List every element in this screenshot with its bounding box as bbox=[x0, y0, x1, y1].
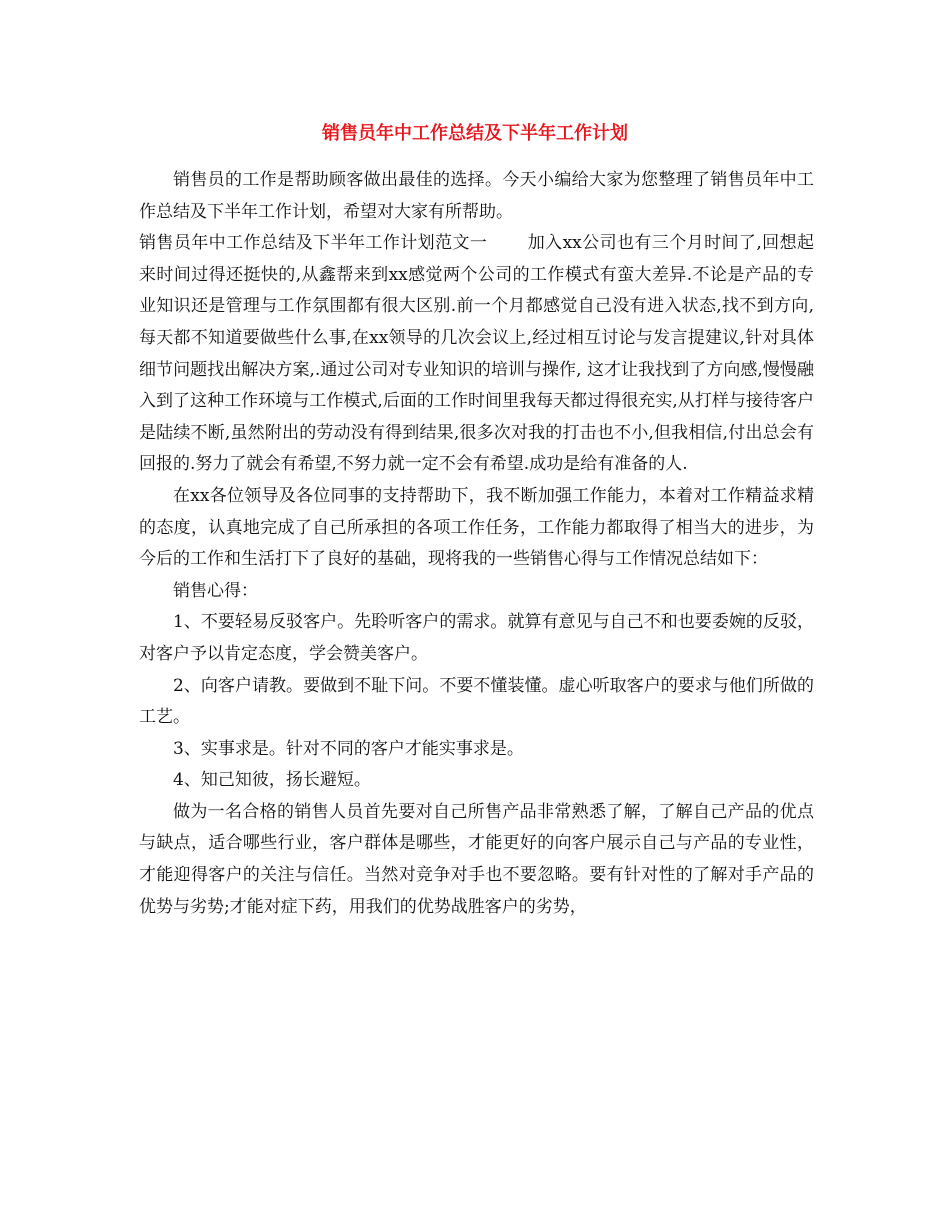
sample-heading: 销售员年中工作总结及下半年工作计划范文一 bbox=[139, 233, 488, 254]
paragraph-intro: 销售员的工作是帮助顾客做出最佳的选择。今天小编给大家为您整理了销售员年中工作总结及下半年工作计划，希望对大家有所帮助。 bbox=[139, 170, 814, 222]
document-body bbox=[139, 165, 814, 923]
paragraph-sample-one bbox=[139, 228, 814, 481]
document-title: 销售员年中工作总结及下半年工作计划 bbox=[322, 123, 628, 144]
paragraph-tip-1: 1、不要轻易反驳客户。先聆听客户的需求。就算有意见与自己不和也要委婉的反驳，对客户予以肯定态度，学会赞美客户。 bbox=[139, 612, 814, 664]
paragraph-support: 在xx各位领导及各位同事的支持帮助下，我不断加强工作能力，本着对工作精益求精的态度，认真地完成了自己所承担的各项工作任务，工作能力都取得了相当大的进步，为今后的工作和生活打下了良好的基础，现将我的一些销售心得与工作情况总结如下： bbox=[139, 485, 814, 570]
paragraph-tip-3: 3、实事求是。针对不同的客户才能实事求是。 bbox=[173, 738, 524, 759]
sample-body: 加入xx公司也有三个月时间了,回想起来时间过得还挺快的,从鑫帮来到xx感觉两个公司的工作模式有蛮大差异.不论是产品的专业知识还是管理与工作氛围都有很大区别.前一个月都感觉自己没有进入状态,找不到方向,每天都不知道要做些什么事,在xx领导的几次会议上,经过相互讨论与发言提建议,针对具体细节问题找出解决方案,.通过公司对专业知识的培训与操作, 这才让我找到了方向感,慢慢融入到了这种工作环境与工作模式,后面的工作时间里我每天都过得很充实,从打样与接待客户是陆续不断,虽然附出的劳动没有得到结果,很多次对我的打击也不小,但我相信,付出总会有回报的.努力了就会有希望,不努力就一定不会有希望.成功是给有准备的人. bbox=[139, 233, 815, 475]
paragraph-qualified-salesperson: 做为一名合格的销售人员首先要对自己所售产品非常熟悉了解，了解自己产品的优点与缺点，适合哪些行业，客户群体是哪些，才能更好的向客户展示自己与产品的专业性，才能迎得客户的关注与信任。当然对竞争对手也不要忽略。要有针对性的了解对手产品的优势与劣势;才能对症下药，用我们的优势战胜客户的劣势， bbox=[139, 801, 814, 917]
paragraph-sales-tips-heading: 销售心得： bbox=[173, 580, 258, 601]
paragraph-tip-4: 4、知己知彼，扬长避短。 bbox=[173, 770, 371, 791]
paragraph-tip-2: 2、向客户请教。要做到不耻下问。不要不懂装懂。虚心听取客户的要求与他们所做的工艺。 bbox=[139, 675, 814, 728]
